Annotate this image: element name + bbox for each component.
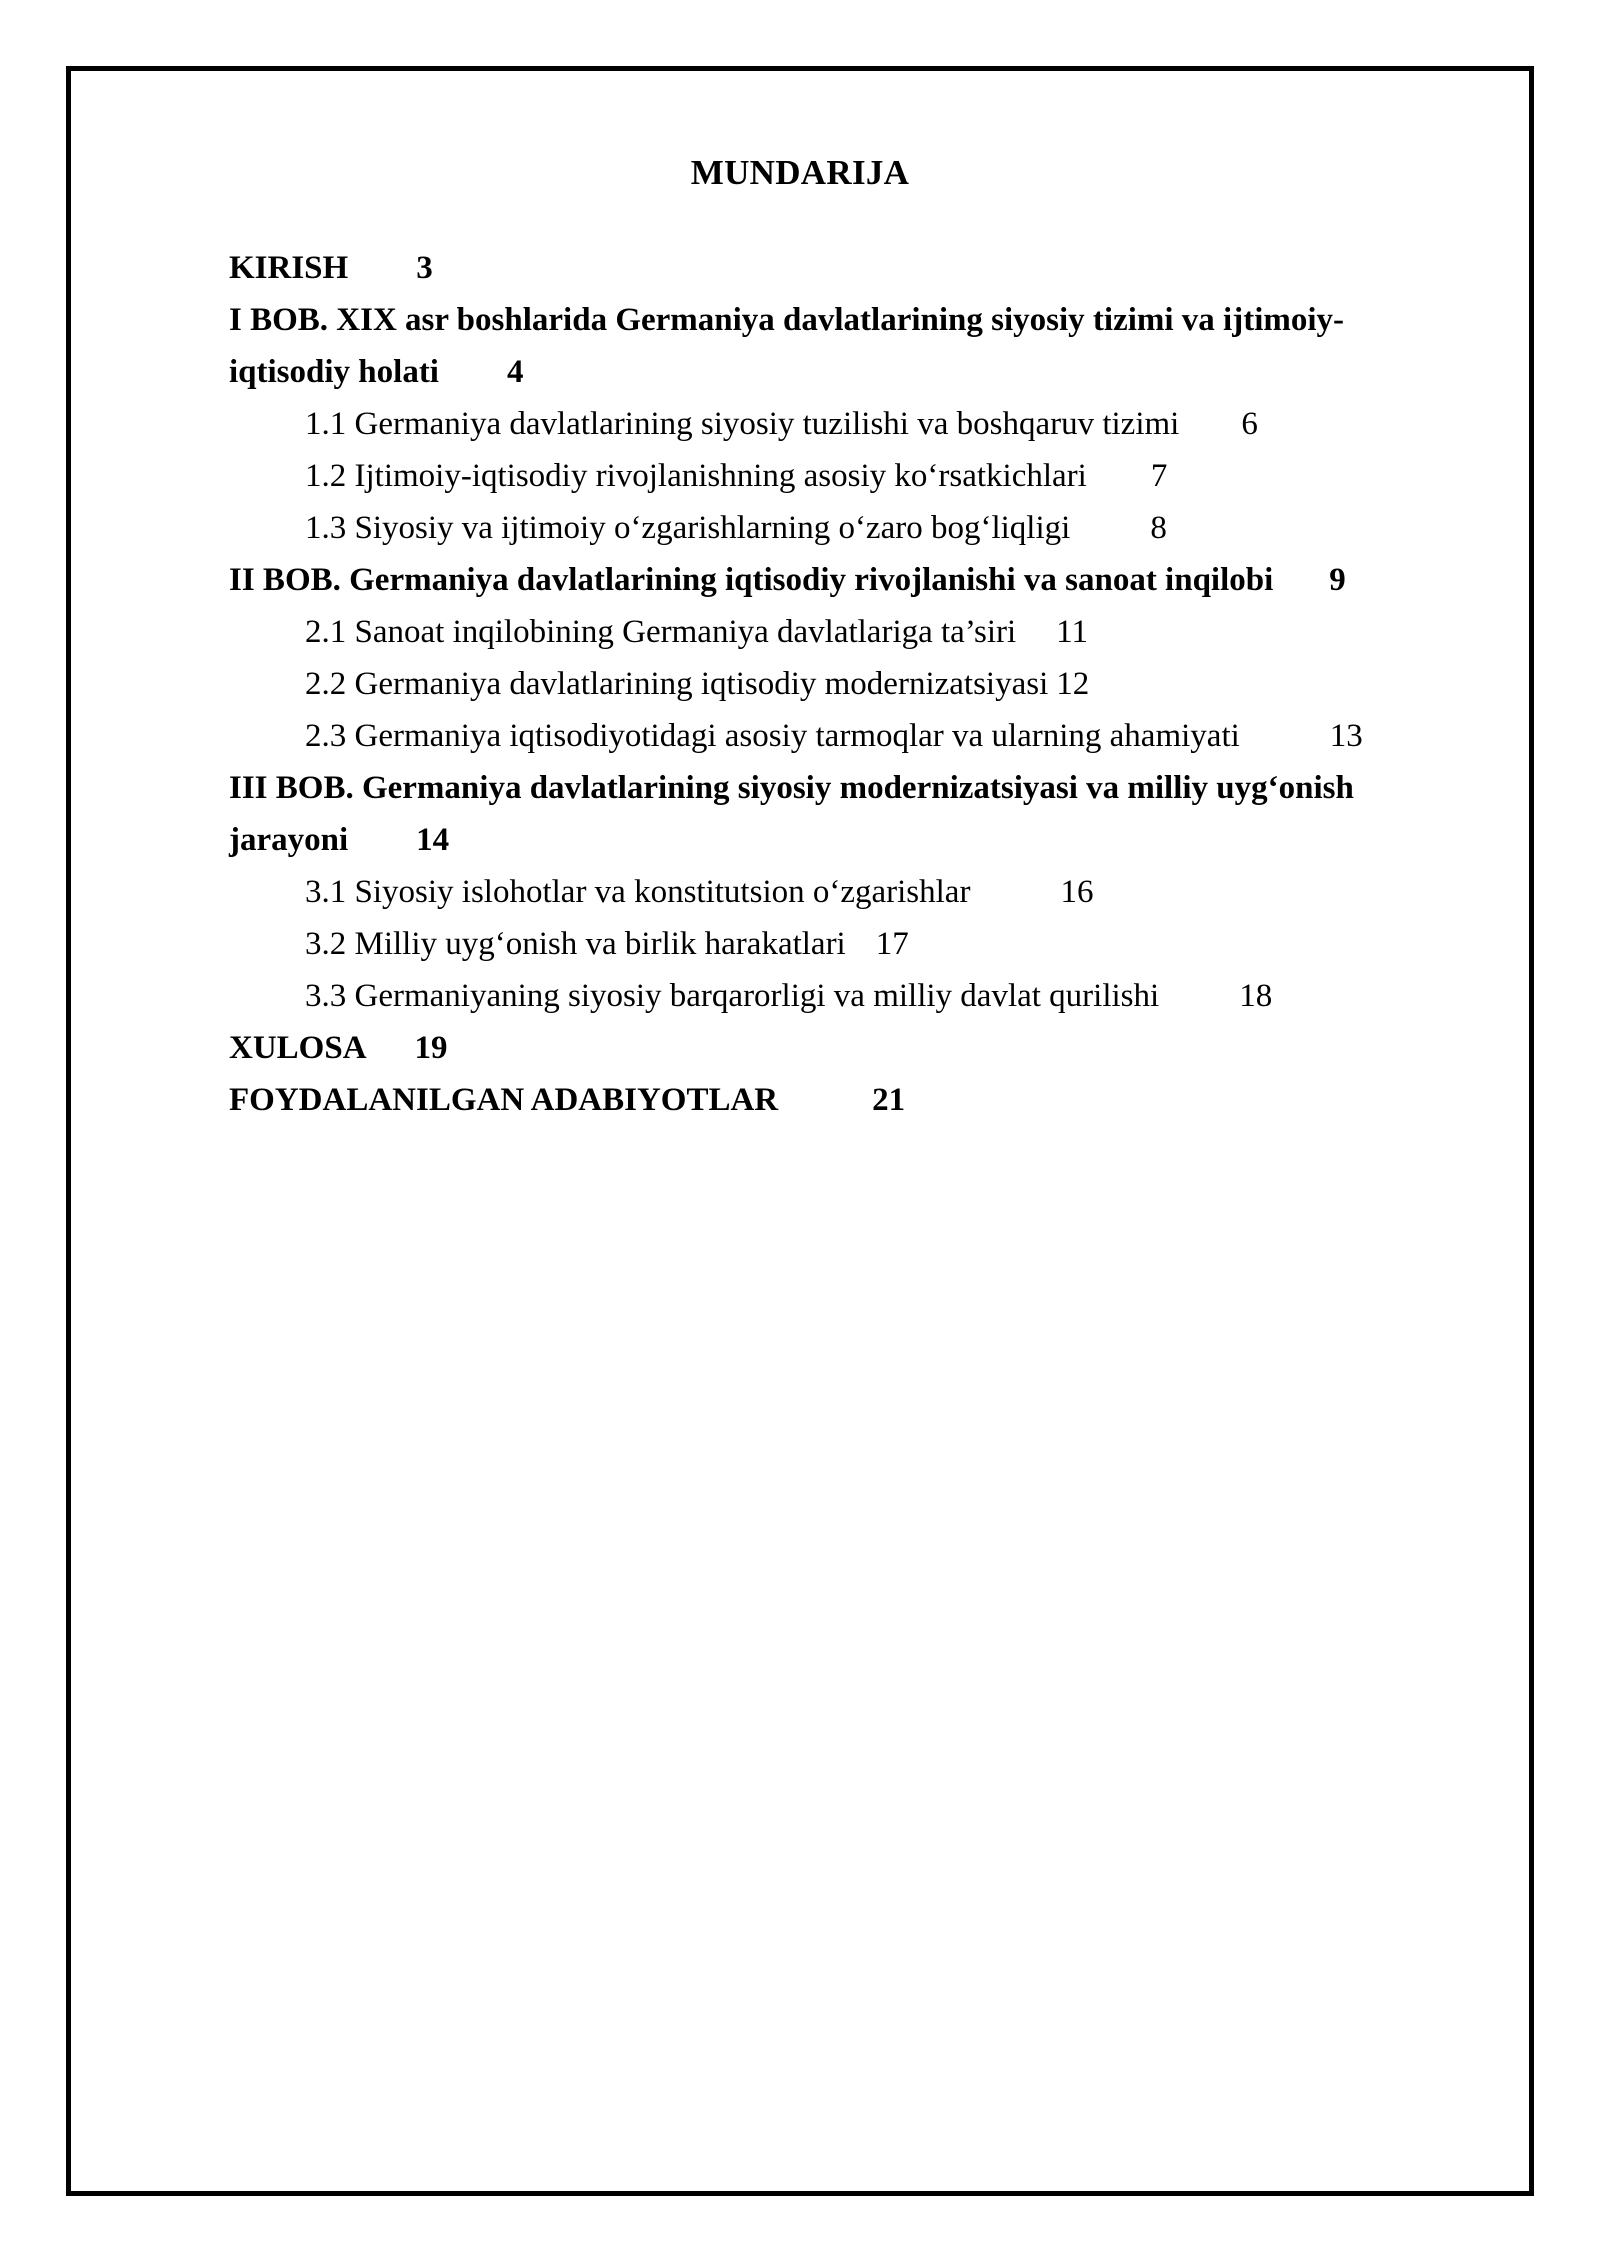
- toc-page-number: 6: [1241, 406, 1258, 442]
- toc-entry-text: 3.1 Siyosiy islohotlar va konstitutsion o‘zgarishlar: [305, 874, 971, 910]
- toc-entry-text: 1.2 Ijtimoiy-iqtisodiy rivojlanishning asosiy ko‘rsatkichlari: [305, 458, 1087, 494]
- toc-entry-section-2-2: [229, 658, 1431, 710]
- toc-entry-kirish: [229, 242, 1431, 294]
- toc-entry-text: 2.3 Germaniya iqtisodiyotidagi asosiy tarmoqlar va ularning ahamiyati: [305, 718, 1240, 754]
- toc-entry-text: XULOSA: [229, 1030, 367, 1066]
- toc-entry-section-1-1: [229, 398, 1431, 450]
- toc-entry-xulosa: [229, 1022, 1431, 1074]
- toc-page-number: 7: [1150, 458, 1168, 494]
- toc-entry-section-2-3: [229, 710, 1431, 762]
- toc-page-number: 18: [1239, 978, 1273, 1014]
- toc-entry-section-3-2: [229, 918, 1431, 970]
- toc-entry-text: 1.1 Germaniya davlatlarining siyosiy tuzilishi va boshqaruv tizimi: [305, 406, 1180, 442]
- toc-entry-text: III BOB. Germaniya davlatlarining siyosiy modernizatsiyasi va milliy uyg‘onish jarayoni: [229, 770, 1354, 858]
- toc-entry-section-3-1: [229, 866, 1431, 918]
- toc-entry-text: 1.3 Siyosiy va ijtimoiy o‘zgarishlarning o‘zaro bog‘liqligi: [305, 510, 1071, 546]
- toc-entry-chapter-3: [229, 762, 1431, 866]
- toc-page-number: 21: [872, 1082, 906, 1118]
- toc-page-number: 12: [1056, 666, 1090, 702]
- toc-entry-chapter-1: [229, 294, 1431, 398]
- toc-entry-section-1-2: [229, 450, 1431, 502]
- toc-entry-text: 3.3 Germaniyaning siyosiy barqarorligi va milliy davlat qurilishi: [305, 978, 1160, 1014]
- toc-entry-section-2-1: [229, 606, 1431, 658]
- toc-entry-text: I BOB. XIX asr boshlarida Germaniya davlatlarining siyosiy tizimi va ijtimoiy-iqtisodiy holati: [229, 302, 1345, 390]
- toc-page-number: 9: [1329, 562, 1346, 598]
- toc-entry-text: 2.1 Sanoat inqilobining Germaniya davlatlariga ta’siri: [305, 614, 1017, 650]
- page-title: MUNDARIJA: [690, 153, 910, 192]
- table-of-contents: [229, 242, 1431, 1126]
- toc-entry-text: 3.2 Milliy uyg‘onish va birlik harakatlari: [305, 926, 846, 962]
- toc-page-number: 11: [1056, 614, 1088, 650]
- toc-page-number: 8: [1150, 510, 1167, 546]
- toc-entry-text: II BOB. Germaniya davlatlarining iqtisodiy rivojlanishi va sanoat inqilobi: [229, 562, 1274, 598]
- toc-page-number: 16: [1060, 874, 1094, 910]
- toc-entry-chapter-2: [229, 554, 1431, 606]
- toc-page-number: 3: [416, 250, 433, 286]
- toc-entry-section-3-3: [229, 970, 1431, 1022]
- toc-page-number: 17: [875, 926, 909, 962]
- toc-entry-text: 2.2 Germaniya davlatlarining iqtisodiy modernizatsiyasi: [305, 666, 1049, 702]
- toc-page-number: 19: [414, 1030, 448, 1066]
- toc-entry-adabiyotlar: [229, 1074, 1431, 1126]
- toc-entry-text: KIRISH: [229, 250, 349, 286]
- toc-page-number: 14: [416, 822, 450, 858]
- toc-page-number: 13: [1329, 718, 1363, 754]
- toc-entry-section-1-3: [229, 502, 1431, 554]
- toc-entry-text: FOYDALANILGAN ADABIYOTLAR: [229, 1082, 779, 1118]
- toc-page-number: 4: [506, 354, 524, 390]
